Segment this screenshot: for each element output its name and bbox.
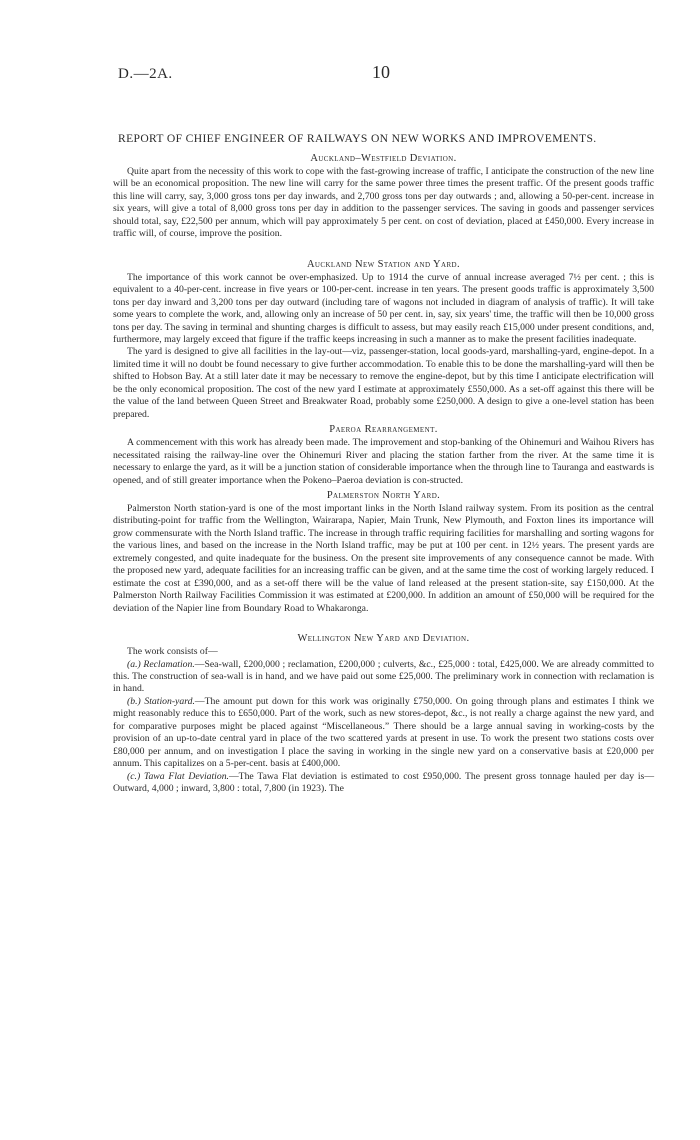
document-reference: D.—2A. [118, 66, 173, 82]
item-label: (c.) Tawa Flat Deviation. [127, 770, 229, 782]
paragraph: The yard is designed to give all facilities in the lay-out—viz, passenger-station, local goods-yard, marshalling-yard, engine-depot. In a limited time it will no doubt be found necessary to give further accommodation. To enable this to be done the marshalling-yard will then be shifted to Hobson Bay. At a still later date it may be necessary to remove the engine-depot, but by this time I anticipate electrification will be the only economical proposition. The cost of the new yard I estimate at approximately £550,000. As a set-off against this there will be the value of the land between Queen Street and Breakwater Road, probably some £250,000. A design to give a one-level station has been prepared. [113, 346, 654, 420]
section-heading: Auckland–Westfield Deviation. [310, 153, 457, 164]
paragraph: The importance of this work cannot be over-emphasized. Up to 1914 the curve of annual increase averaged 7½ per cent. ; this is equivalent to a 40-per-cent. increase in five years or 100-per-cent. increase in ten years. The present goods traffic is approximately 3,500 tons per day inward and 3,200 tons per day outward (including tare of wagons not included in diagram of analysis of traffic). It will take some years to complete the work, and, allowing only an increase of 50 per cent. in, say, six years' time, the traffic will then be 10,000 gross tons per day. The saving in terminal and shunting charges is difficult to assess, but may easily reach £15,000 under present conditions, and, furthermore, may largely exceed that figure if the traffic keeps increasing in such a manner as to make the present facilities inadequate. [113, 271, 654, 345]
section-auckland-westfield [113, 152, 654, 241]
paragraph: Palmerston North station-yard is one of the most important links in the North Island railway system. From its position as the central distributing-point for traffic from the Wellington, Wairarapa, Napier, Main Trunk, New Plymouth, and Foxton lines its importance will grow commensurate with the North Island traffic. The increase in through traffic requiring facilities for marshalling and sorting wagons for the various lines, and based on the increase in the North Island traffic, may be put at 100 per cent. in 12½ years. The present yards are extremely congested, and quite inadequate for the business. On the present site improvements of any consequence cannot be made. With the proposed new yard, adequate facilities for an increasing traffic can be given, and at the same time the cost of working largely reduced. I estimate the cost at £390,000, and as a set-off there will be the value of land released at the present station-site, say £150,000. At the Palmerston North Railway Facilities Commission it was estimated at £200,000. In addition an amount of £50,000 will be required for the deviation of the Napier line from Boundary Road to Whakaronga. [113, 502, 654, 614]
report-body [113, 152, 654, 795]
item-text: —The Tawa Flat deviation is estimated to cost £950,000. The present gross tonnage hauled per day is—Outward, 4,000 ; inward, 3,800 : total, 7,800 (in 1923). The [113, 770, 655, 795]
section-palmerston-north [113, 489, 654, 615]
item-text: —The amount put down for this work was originally £750,000. On going through plans and estimates I think we might reasonably reduce this to £650,000. Part of the work, such as new stores-depot, &c., is not really a charge against the new yard, and for comparative purposes might be placed against “Miscellaneous.” There should be a large annual saving in working-costs by the provision of an up-to-date central yard in place of the two scattered yards at present in use. To work the present two stations costs over £80,000 per annum, and on investigation I place the saving in working in the single new yard on a conservative basis at £20,000 per annum. This capitalizes on a 5-per-cent. basis at £400,000. [113, 695, 654, 770]
paragraph-item-c [113, 771, 654, 796]
paragraph: A commencement with this work has already been made. The improvement and stop-banking of the Ohinemuri and Waihou Rivers has necessitated raising the railway-line over the Ohinemuri River and placing the station farther from the river. At the same time it is necessary to enlarge the yard, as it will be a junction station of considerable importance when the through line to Tauranga and eastwards is opened, and of still greater importance when the Pokeno–Paeroa deviation is con-structed. [113, 437, 654, 486]
item-text: —Sea-wall, £200,000 ; reclamation, £200,000 ; culverts, &c., £25,000 : total, £425,000. We are already committed to this. The construction of sea-wall is in hand, and we have paid out some £25,000. The preliminary work in connection with reclamation is in hand. [113, 658, 654, 695]
item-label: (a.) Reclamation. [127, 658, 195, 670]
section-heading: Auckland New Station and Yard. [306, 258, 461, 270]
report-title: REPORT OF CHIEF ENGINEER OF RAILWAYS ON NEW WORKS AND IMPROVEMENTS. [118, 132, 597, 145]
paragraph: The work consists of— [127, 646, 218, 658]
section-auckland-station [113, 258, 654, 421]
paragraph-item-b [113, 696, 654, 771]
paragraph: Quite apart from the necessity of this work to cope with the fast-growing increase of traffic, I anticipate the construction of the new line will be an economical proposition. The new line will carry for the same power three times the present traffic. Of the present goods traffic this line will carry, say, 3,000 gross tons per day inwards, and 2,700 gross tons per day outwards ; and, allowing a 50-per-cent. increase in six years, will give a total of 8,000 gross tons per day in addition to the passenger services. The saving in goods and passenger services should total, say, £22,500 per annum, which will pay approximately 5 per cent. on cost of deviation, placed at £450,000. Every increase in traffic will, of course, improve the position. [113, 166, 654, 240]
section-wellington [113, 632, 654, 795]
section-heading: Wellington New Yard and Deviation. [297, 633, 470, 645]
section-heading: Palmerston North Yard. [326, 489, 441, 501]
page-number: 10 [372, 62, 390, 82]
section-heading: Paeroa Rearrangement. [329, 424, 438, 436]
paragraph-item-a [113, 659, 654, 696]
section-paeroa [113, 423, 654, 487]
item-label: (b.) Station-yard. [127, 695, 195, 707]
